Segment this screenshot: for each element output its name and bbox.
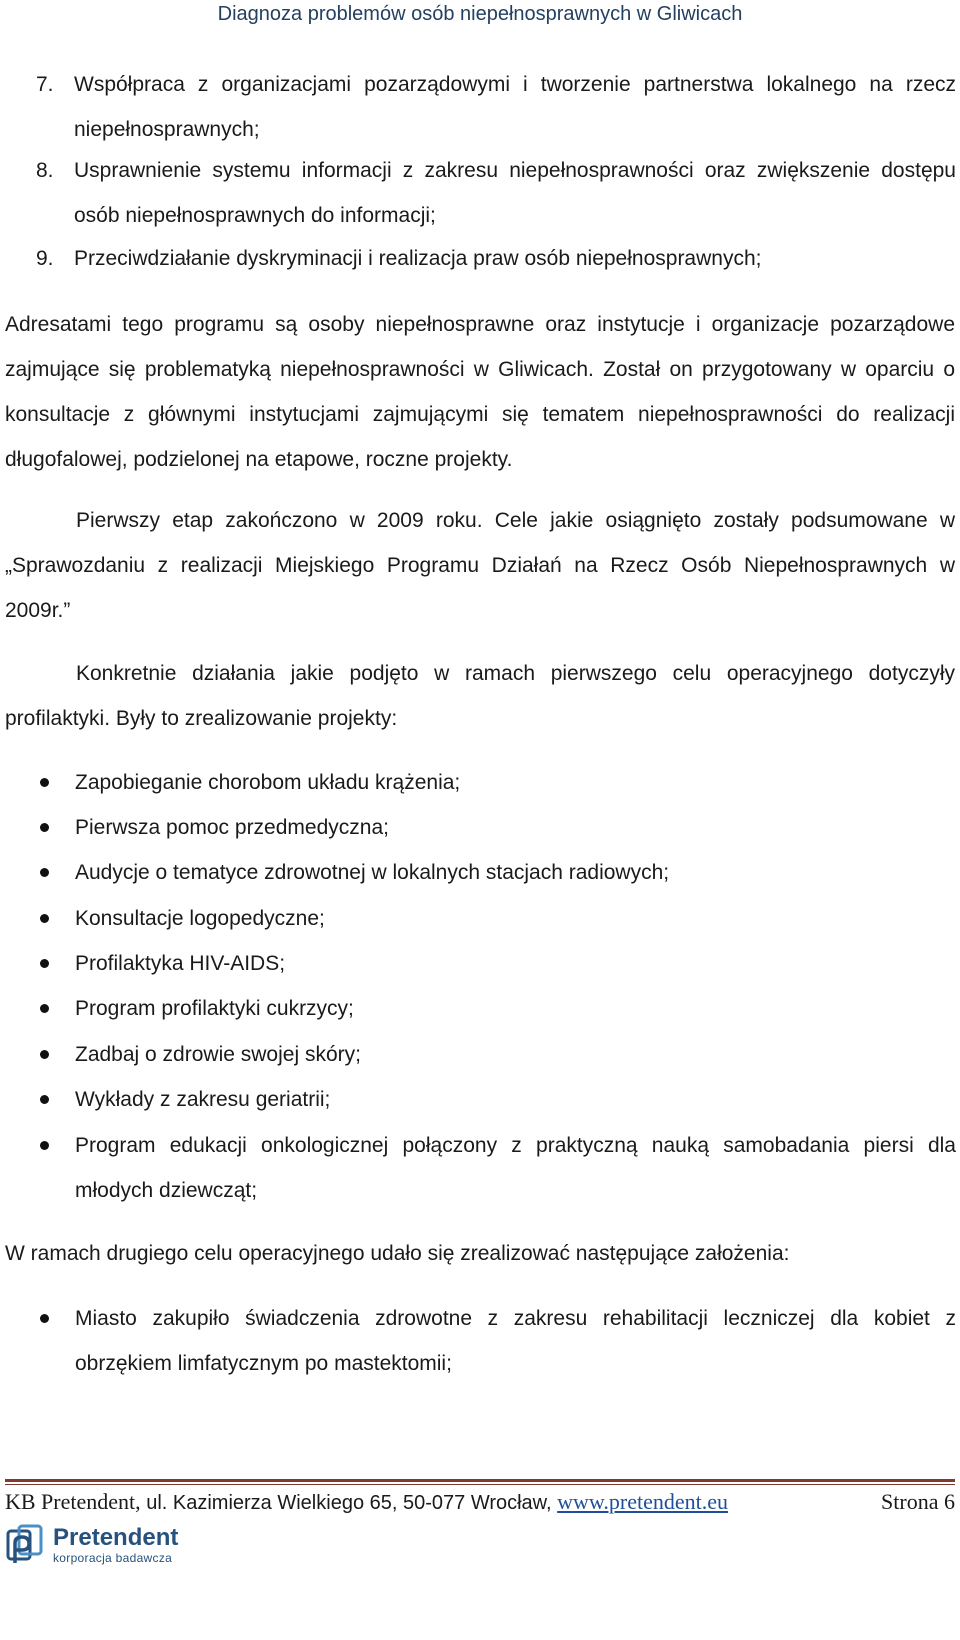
bullet-icon — [40, 1314, 49, 1323]
page-header — [0, 0, 960, 26]
list-item: Wykłady z zakresu geriatrii; — [36, 1077, 956, 1122]
bullet-icon — [40, 914, 49, 923]
footer-divider-thin — [5, 1484, 955, 1485]
bullet-icon — [40, 778, 49, 787]
goal-item-8 — [36, 148, 956, 238]
list-item: Audycje o tematyce zdrowotnej w lokalnych stacjach radiowych; — [36, 850, 956, 895]
footer-address: ul. Kazimierza Wielkiego 65, 50-077 Wrocław, — [140, 1492, 558, 1514]
goal-number: 9. — [36, 247, 54, 270]
footer-company: KB Pretendent, — [5, 1489, 141, 1514]
goal-number: 8. — [36, 159, 54, 182]
addressees-paragraph: Adresatami tego programu są osoby niepełnosprawne oraz instytucje i organizacje pozarządowe zajmujące się problematyką niepełnosprawności w Gliwicach. Został on przygotowany w oparciu o konsultacje z głównymi instytucjami zajmującymi się tematem niepełnosprawności do realizacji długofalowej, podzielonej na etapowe, roczne projekty. — [5, 313, 955, 471]
bullet-icon — [40, 1141, 49, 1150]
company-logo — [5, 1522, 178, 1568]
bullet-icon — [40, 1004, 49, 1013]
list-item: Zapobieganie chorobom układu krążenia; — [36, 760, 956, 805]
pretendent-logo-icon — [5, 1523, 45, 1567]
list-item: Zadbaj o zdrowie swojej skóry; — [36, 1032, 956, 1077]
footer-divider — [5, 1479, 955, 1482]
list-item: Program profilaktyki cukrzycy; — [36, 986, 956, 1031]
logo-subtitle: korporacja badawcza — [53, 1551, 173, 1565]
list-item: Konsultacje logopedyczne; — [36, 896, 956, 941]
list-item: Profilaktyka HIV-AIDS; — [36, 941, 956, 986]
list-item: Pierwsza pomoc przedmedyczna; — [36, 805, 956, 850]
goal-text: Współpraca z organizacjami pozarządowymi i tworzenie partnerstwa lokalnego na rzecz niepełnosprawnych; — [74, 73, 956, 141]
first-goal-paragraph: Konkretnie działania jakie podjęto w ramach pierwszego celu operacyjnego dotyczyły profilaktyki. Były to zrealizowanie projekty: — [5, 662, 955, 730]
bullet-icon — [40, 1095, 49, 1104]
header-title: Diagnoza problemów osób niepełnosprawnych w Gliwicach — [217, 3, 743, 25]
goal-text: Usprawnienie systemu informacji z zakresu niepełnosprawności oraz zwiększenie dostępu osób niepełnosprawnych do informacji; — [74, 159, 956, 227]
logo-name: Pretendent — [53, 1524, 179, 1551]
footer-website-link[interactable]: www.pretendent.eu — [557, 1489, 728, 1514]
goal-item-7 — [36, 62, 956, 152]
bullet-icon — [40, 823, 49, 832]
first-stage-paragraph: Pierwszy etap zakończono w 2009 roku. Cele jakie osiągnięto zostały podsumowane w „Sprawozdaniu z realizacji Miejskiego Programu Działań na Rzecz Osób Niepełnosprawnych w 2009r.” — [5, 509, 955, 622]
goal-number: 7. — [36, 73, 54, 96]
goal-item-9 — [36, 236, 956, 281]
goal-text: Przeciwdziałanie dyskryminacji i realizacja praw osób niepełnosprawnych; — [74, 247, 762, 270]
second-goal-paragraph: W ramach drugiego celu operacyjnego udało się zrealizować następujące założenia: — [5, 1242, 790, 1265]
page-number: Strona 6 — [881, 1489, 955, 1514]
bullet-icon — [40, 1050, 49, 1059]
bullet-icon — [40, 868, 49, 877]
list-item: Miasto zakupiło świadczenia zdrowotne z zakresu rehabilitacji leczniczej dla kobiet z obrzękiem limfatycznym po mastektomii; — [36, 1296, 956, 1386]
list-item: Program edukacji onkologicznej połączony z praktyczną nauką samobadania piersi dla młodych dziewcząt; — [36, 1123, 956, 1213]
bullet-icon — [40, 959, 49, 968]
page-footer — [5, 1488, 955, 1518]
